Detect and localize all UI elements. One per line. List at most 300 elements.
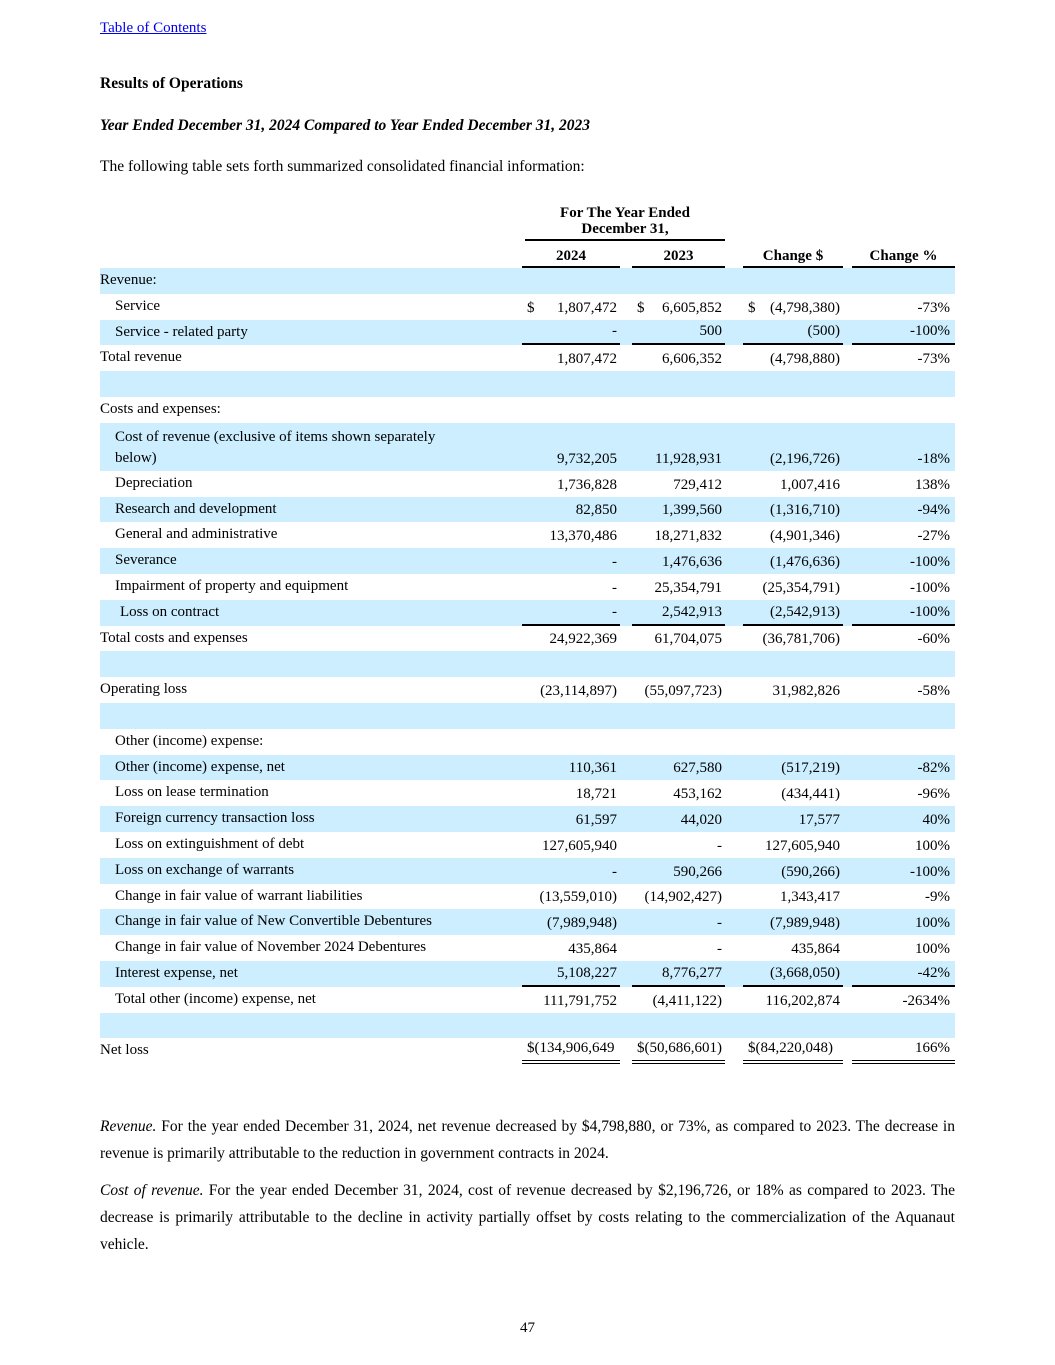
value-change-percent xyxy=(852,651,955,677)
row-label: Foreign currency transaction loss xyxy=(115,810,315,827)
value-change-percent: 166% xyxy=(852,1038,955,1064)
page-number: 47 xyxy=(520,1320,535,1336)
table-row xyxy=(100,909,955,935)
section-heading: Results of Operations xyxy=(100,75,243,92)
table-spacer-row xyxy=(100,703,955,729)
column-gap xyxy=(620,935,632,961)
column-gap xyxy=(620,858,632,884)
amount: (4,798,380) xyxy=(770,299,840,316)
value-change-dollar: (4,901,346) xyxy=(770,528,840,545)
column-gap xyxy=(725,397,743,423)
value-2024: 435,864 xyxy=(568,940,617,957)
value-2024: 24,922,369 xyxy=(549,631,617,648)
column-gap xyxy=(725,755,743,781)
value-2023 xyxy=(632,397,725,423)
column-header-2024: 2024 xyxy=(522,244,620,268)
column-gap xyxy=(725,294,743,320)
value-change-percent: -96% xyxy=(917,786,950,803)
value-change-percent: -27% xyxy=(917,528,950,545)
column-gap xyxy=(620,423,632,471)
value-2023: 729,412 xyxy=(673,476,722,493)
column-gap xyxy=(843,471,852,497)
value-2024: (23,114,897) xyxy=(540,682,617,699)
value-2023: (14,902,427) xyxy=(644,889,722,906)
column-gap xyxy=(725,1013,743,1039)
value-2024 xyxy=(522,651,620,677)
value-change-dollar: (36,781,706) xyxy=(762,631,840,648)
table-row xyxy=(100,858,955,884)
table-row xyxy=(100,935,955,961)
row-label: Costs and expenses: xyxy=(100,400,221,417)
column-gap xyxy=(843,397,852,423)
dollar-sign: $ xyxy=(748,299,756,316)
table-row xyxy=(100,574,955,600)
column-gap xyxy=(620,600,632,626)
table-row xyxy=(100,268,955,294)
value-change-percent: -73% xyxy=(917,299,950,316)
table-row xyxy=(100,497,955,523)
table-row xyxy=(100,755,955,781)
value-2023 xyxy=(632,1013,725,1039)
table-column-headers xyxy=(100,244,955,268)
table-header-group xyxy=(100,205,955,241)
column-gap xyxy=(725,832,743,858)
table-row xyxy=(100,471,955,497)
row-label: Other (income) expense, net xyxy=(115,758,285,775)
value-change-percent: -73% xyxy=(917,351,950,368)
value-2023: 627,580 xyxy=(673,760,722,777)
value-2023: 590,266 xyxy=(673,863,722,880)
value-change-dollar: 17,577 xyxy=(798,811,840,828)
value-2023: 1,399,560 xyxy=(662,502,722,519)
column-gap xyxy=(620,345,632,371)
column-gap xyxy=(843,729,852,755)
row-label: Change in fair value of warrant liabilities xyxy=(115,887,363,904)
column-gap xyxy=(843,703,852,729)
value-change-dollar xyxy=(743,294,843,320)
value-2024: 5,108,227 xyxy=(522,961,620,987)
value-2023 xyxy=(632,294,725,320)
column-gap xyxy=(620,1038,632,1064)
table-row xyxy=(100,884,955,910)
dollar-sign: $ xyxy=(527,299,535,316)
column-gap xyxy=(620,884,632,910)
revenue-paragraph xyxy=(100,1113,955,1167)
column-gap xyxy=(725,703,743,729)
column-gap xyxy=(620,677,632,703)
column-gap xyxy=(843,1013,852,1039)
column-gap xyxy=(843,626,852,652)
value-2024: 1,736,828 xyxy=(557,476,617,493)
column-gap xyxy=(620,755,632,781)
year-ended-line1: For The Year Ended xyxy=(560,205,690,221)
table-row xyxy=(100,600,955,626)
column-gap xyxy=(725,320,743,346)
value-2023: 1,476,636 xyxy=(662,553,722,570)
table-row xyxy=(100,729,955,755)
revenue-paragraph-lead: Revenue. xyxy=(100,1118,157,1135)
column-gap xyxy=(725,574,743,600)
value-change-dollar xyxy=(743,1013,843,1039)
value-change-dollar xyxy=(743,397,843,423)
column-gap xyxy=(725,626,743,652)
column-gap xyxy=(843,935,852,961)
column-gap xyxy=(725,651,743,677)
value-change-dollar: 1,007,416 xyxy=(780,476,840,493)
column-gap xyxy=(620,961,632,987)
row-label: Change in fair value of New Convertible Debentures xyxy=(115,913,432,930)
column-gap xyxy=(620,294,632,320)
row-label: Loss on extinguishment of debt xyxy=(115,835,305,852)
value-change-dollar xyxy=(743,268,843,294)
value-2024: - xyxy=(612,579,617,596)
value-2023: - xyxy=(717,837,722,854)
table-spacer-row xyxy=(100,1013,955,1039)
value-2023: 453,162 xyxy=(673,786,722,803)
value-change-percent xyxy=(852,397,955,423)
column-gap xyxy=(843,1038,852,1064)
value-change-dollar xyxy=(743,651,843,677)
value-change-percent: 100% xyxy=(915,915,950,932)
column-gap xyxy=(620,497,632,523)
value-2023: 6,606,352 xyxy=(662,351,722,368)
row-label: Cost of revenue (exclusive of items shown separately below) xyxy=(115,428,436,466)
header-spacer xyxy=(100,244,522,268)
value-2024: 13,370,486 xyxy=(549,528,617,545)
column-gap xyxy=(843,574,852,600)
table-row xyxy=(100,548,955,574)
value-change-percent: 40% xyxy=(922,811,950,828)
column-gap xyxy=(620,703,632,729)
row-label: Other (income) expense: xyxy=(115,732,264,749)
column-gap xyxy=(843,677,852,703)
column-gap xyxy=(843,548,852,574)
value-2023: 18,271,832 xyxy=(654,528,722,545)
table-row xyxy=(100,423,955,471)
column-gap xyxy=(725,371,743,397)
table-of-contents-link[interactable]: Table of Contents xyxy=(100,20,207,36)
value-change-dollar: (434,441) xyxy=(781,786,840,803)
value-change-percent: 100% xyxy=(915,837,950,854)
value-2024 xyxy=(522,294,620,320)
value-2023: 61,704,075 xyxy=(654,631,722,648)
value-2023: 2,542,913 xyxy=(632,600,725,626)
column-gap xyxy=(620,371,632,397)
cost-of-revenue-paragraph-lead: Cost of revenue. xyxy=(100,1182,204,1199)
value-change-percent: -60% xyxy=(917,631,950,648)
value-2024: 61,597 xyxy=(575,811,617,828)
row-label: Impairment of property and equipment xyxy=(115,577,349,594)
column-gap xyxy=(725,961,743,987)
row-label: Total costs and expenses xyxy=(100,629,248,646)
row-label: Interest expense, net xyxy=(115,964,238,981)
value-change-percent: -82% xyxy=(917,760,950,777)
column-gap xyxy=(620,806,632,832)
row-label: Depreciation xyxy=(115,474,193,491)
value-change-percent xyxy=(852,371,955,397)
row-label: Operating loss xyxy=(100,681,188,698)
dollar-sign: $ xyxy=(637,299,645,316)
value-change-dollar: (590,266) xyxy=(781,863,840,880)
table-row xyxy=(100,397,955,423)
value-change-dollar: (4,798,880) xyxy=(770,351,840,368)
table-row xyxy=(100,961,955,987)
column-gap xyxy=(843,884,852,910)
column-gap xyxy=(620,244,632,268)
value-change-percent: -18% xyxy=(917,450,950,467)
value-2024 xyxy=(522,729,620,755)
column-gap xyxy=(843,651,852,677)
value-2024: 82,850 xyxy=(575,502,617,519)
column-gap xyxy=(620,780,632,806)
row-label: Service - related party xyxy=(115,323,248,340)
row-label xyxy=(100,1013,522,1039)
column-gap xyxy=(843,294,852,320)
value-2024: (7,989,948) xyxy=(547,915,617,932)
value-2023: - xyxy=(717,915,722,932)
column-gap xyxy=(725,935,743,961)
revenue-paragraph-text: For the year ended December 31, 2024, net revenue decreased by $4,798,880, or 73%, as compared to 2023. The decrease in revenue is primarily attributable to the reduction in government contracts in 2024. xyxy=(100,1118,955,1162)
table-spacer-row xyxy=(100,371,955,397)
value-change-percent: 138% xyxy=(915,476,950,493)
value-change-dollar: (2,542,913) xyxy=(743,600,843,626)
column-gap xyxy=(843,961,852,987)
table-row xyxy=(100,832,955,858)
value-change-percent: -94% xyxy=(917,502,950,519)
column-gap xyxy=(843,600,852,626)
column-gap xyxy=(843,780,852,806)
row-label xyxy=(100,703,522,729)
column-gap xyxy=(843,345,852,371)
value-2024: $(134,906,649 xyxy=(522,1038,620,1064)
row-label: Service xyxy=(115,297,160,314)
table-row xyxy=(100,294,955,320)
value-2024: 9,732,205 xyxy=(557,450,617,467)
column-gap xyxy=(725,858,743,884)
column-gap xyxy=(620,548,632,574)
column-gap xyxy=(725,909,743,935)
value-2023 xyxy=(632,371,725,397)
row-label: Loss on lease termination xyxy=(115,784,269,801)
value-2023: 8,776,277 xyxy=(632,961,725,987)
value-2023: 11,928,931 xyxy=(655,450,722,467)
row-label: Revenue: xyxy=(100,272,157,288)
year-ended-header xyxy=(525,205,725,241)
column-gap xyxy=(843,755,852,781)
column-gap xyxy=(725,987,743,1013)
value-change-dollar: 1,343,417 xyxy=(780,889,840,906)
row-label: Net loss xyxy=(100,1042,149,1059)
intro-text: The following table sets forth summarized consolidated financial information: xyxy=(100,158,585,175)
column-gap xyxy=(620,909,632,935)
table-row xyxy=(100,320,955,346)
row-label: General and administrative xyxy=(115,526,278,543)
year-ended-line2: December 31, xyxy=(581,221,669,237)
column-gap xyxy=(620,1013,632,1039)
value-change-dollar: 31,982,826 xyxy=(772,682,840,699)
column-header-change-percent: Change % xyxy=(852,244,955,268)
column-gap xyxy=(620,729,632,755)
value-change-dollar: 435,864 xyxy=(791,940,840,957)
value-change-dollar: 127,605,940 xyxy=(765,837,840,854)
column-gap xyxy=(725,884,743,910)
value-2024 xyxy=(522,1013,620,1039)
row-label: Loss on contract xyxy=(120,603,220,620)
column-gap xyxy=(843,806,852,832)
column-gap xyxy=(620,651,632,677)
column-gap xyxy=(620,832,632,858)
value-change-percent: -100% xyxy=(852,320,955,346)
value-change-percent xyxy=(852,703,955,729)
value-change-dollar: (25,354,791) xyxy=(762,579,840,596)
table-spacer-row xyxy=(100,651,955,677)
value-2024 xyxy=(522,397,620,423)
row-label: Change in fair value of November 2024 Debentures xyxy=(115,939,427,956)
value-change-percent xyxy=(852,1013,955,1039)
value-change-dollar xyxy=(743,371,843,397)
value-change-percent: -100% xyxy=(910,863,950,880)
table-row xyxy=(100,677,955,703)
value-change-percent: -42% xyxy=(852,961,955,987)
value-change-dollar: (3,668,050) xyxy=(743,961,843,987)
value-change-percent: -58% xyxy=(917,682,950,699)
value-change-percent xyxy=(852,729,955,755)
amount: 6,605,852 xyxy=(662,299,722,316)
column-gap xyxy=(843,858,852,884)
value-2024: 18,721 xyxy=(575,786,617,803)
value-2024 xyxy=(522,371,620,397)
value-2024: - xyxy=(522,320,620,346)
row-label: Total other (income) expense, net xyxy=(115,990,316,1007)
column-gap xyxy=(843,320,852,346)
value-2023: 44,020 xyxy=(680,811,722,828)
column-gap xyxy=(620,987,632,1013)
table-row xyxy=(100,626,955,652)
column-gap xyxy=(843,244,852,268)
column-gap xyxy=(725,471,743,497)
value-change-percent: -100% xyxy=(852,600,955,626)
column-gap xyxy=(620,522,632,548)
column-gap xyxy=(620,574,632,600)
column-gap xyxy=(843,909,852,935)
subsection-heading: Year Ended December 31, 2024 Compared to Year Ended December 31, 2023 xyxy=(100,117,591,134)
cost-of-revenue-paragraph-text: For the year ended December 31, 2024, cost of revenue decreased by $2,196,726, or 18% as compared to 2023. The decrease is primarily attributable to the decline in activity partially offset by costs relating to the commercialization of the Aquanaut vehicle. xyxy=(100,1182,955,1253)
column-header-change-dollar: Change $ xyxy=(743,244,843,268)
value-2023: - xyxy=(717,940,722,957)
table-row xyxy=(100,780,955,806)
table-body xyxy=(100,268,955,1064)
column-gap xyxy=(725,345,743,371)
value-2024 xyxy=(522,268,620,294)
column-gap xyxy=(725,806,743,832)
column-gap xyxy=(725,600,743,626)
value-change-dollar: 116,202,874 xyxy=(765,992,840,1009)
column-gap xyxy=(843,371,852,397)
value-2023: (4,411,122) xyxy=(652,992,722,1009)
value-change-dollar: (2,196,726) xyxy=(770,450,840,467)
value-2024: - xyxy=(612,553,617,570)
column-gap xyxy=(725,268,743,294)
value-change-percent: -100% xyxy=(910,579,950,596)
value-2023 xyxy=(632,703,725,729)
value-2024: 1,807,472 xyxy=(557,351,617,368)
cost-of-revenue-paragraph xyxy=(100,1177,955,1258)
column-gap xyxy=(725,677,743,703)
value-change-percent: -9% xyxy=(925,889,950,906)
column-gap xyxy=(620,626,632,652)
table-row xyxy=(100,345,955,371)
value-2024: 111,791,752 xyxy=(543,992,617,1009)
header-spacer xyxy=(100,205,522,241)
value-2024 xyxy=(522,703,620,729)
table-row xyxy=(100,1038,955,1064)
value-2023 xyxy=(632,651,725,677)
column-gap xyxy=(843,832,852,858)
financial-table xyxy=(100,205,955,1064)
column-gap xyxy=(620,320,632,346)
row-label: Research and development xyxy=(115,500,277,517)
value-2023: (55,097,723) xyxy=(644,682,722,699)
column-gap xyxy=(725,548,743,574)
column-gap xyxy=(843,497,852,523)
column-gap xyxy=(843,268,852,294)
value-change-dollar xyxy=(743,703,843,729)
value-change-dollar: (1,476,636) xyxy=(770,553,840,570)
value-change-percent xyxy=(852,268,955,294)
value-change-dollar xyxy=(743,729,843,755)
table-row xyxy=(100,522,955,548)
column-gap xyxy=(620,471,632,497)
value-change-dollar: $(84,220,048) xyxy=(743,1038,843,1064)
value-2024: 127,605,940 xyxy=(542,837,617,854)
column-gap xyxy=(725,729,743,755)
value-2023: 500 xyxy=(632,320,725,346)
row-label: Total revenue xyxy=(100,349,182,366)
value-2023 xyxy=(632,729,725,755)
row-label: Loss on exchange of warrants xyxy=(115,861,295,878)
column-gap xyxy=(843,522,852,548)
amount: 1,807,472 xyxy=(557,299,617,316)
row-label xyxy=(100,651,522,677)
column-gap xyxy=(843,423,852,471)
column-gap xyxy=(725,522,743,548)
value-change-dollar: (500) xyxy=(743,320,843,346)
column-gap xyxy=(725,1038,743,1064)
column-gap xyxy=(725,780,743,806)
value-2023: 25,354,791 xyxy=(654,579,722,596)
value-change-percent: -100% xyxy=(910,553,950,570)
column-gap xyxy=(843,987,852,1013)
row-label: Severance xyxy=(115,552,177,569)
value-change-dollar: (1,316,710) xyxy=(770,502,840,519)
column-gap xyxy=(620,268,632,294)
column-gap xyxy=(725,244,743,268)
value-2024: - xyxy=(612,863,617,880)
value-2024: 110,361 xyxy=(568,760,617,777)
table-row xyxy=(100,806,955,832)
column-header-2023: 2023 xyxy=(632,244,725,268)
value-change-percent: -2634% xyxy=(902,992,950,1009)
value-2024: (13,559,010) xyxy=(539,889,617,906)
column-gap xyxy=(725,497,743,523)
column-gap xyxy=(725,423,743,471)
value-2024: - xyxy=(522,600,620,626)
row-label xyxy=(100,371,522,397)
value-change-dollar: (7,989,948) xyxy=(770,915,840,932)
value-change-dollar: (517,219) xyxy=(781,760,840,777)
value-change-percent: 100% xyxy=(915,940,950,957)
value-2023 xyxy=(632,268,725,294)
